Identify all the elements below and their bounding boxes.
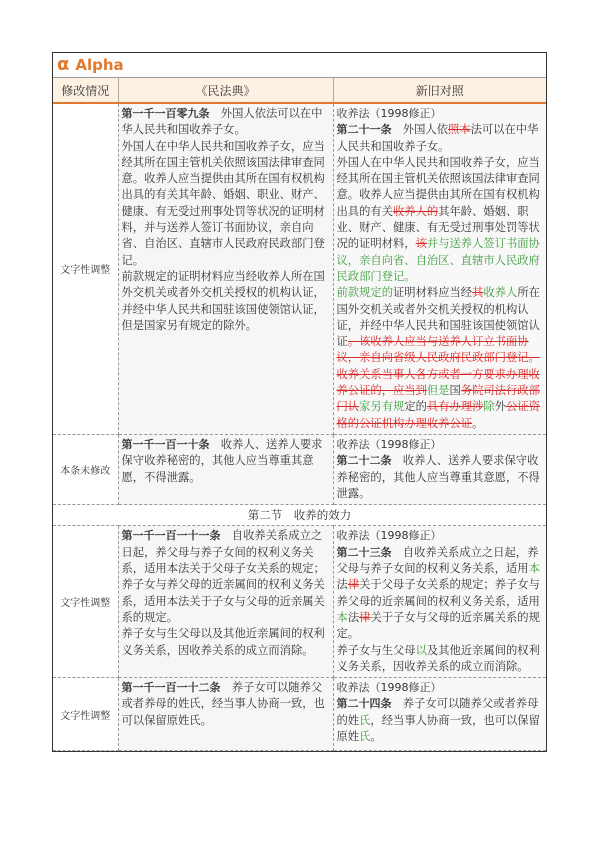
paragraph-text: 养子女可以随养父或者养母的姓氏，经当事人协商一致，也可以保留原姓氏。 (121, 681, 325, 727)
unchanged-text: 养子女可以随养父或者养母的姓 (336, 697, 539, 727)
inserted-text: 本 (336, 610, 348, 624)
unchanged-text: 外 (494, 400, 507, 414)
header-comparison: 新旧对照 (333, 78, 546, 103)
inserted-text: 除 (483, 400, 495, 414)
table-row (53, 434, 546, 504)
civil-code-cell (118, 434, 333, 504)
section-row (53, 505, 546, 526)
paragraph-text: 外国人在中华人民共和国收养子女，应当经其所在国主管机关依照该国法律审查同意。收养人应当提供由其所在国有权机构出具的有关其年龄、婚姻、职业、财产、健康、有无受过刑事处罚等状况的证明材料，并与送养人签订书面协议，亲自向省、自治区、直辖市人民政府民政部门登记。 (121, 139, 325, 267)
paragraph-text: 前款规定的证明材料应当经收养人所在国外交机关或者外交机关授权的机构认证，并经中华人民共和国驻该国使领馆认证，但是国家另有规定的除外。 (121, 269, 325, 332)
article-number: 第一千一百一十一条 (121, 529, 221, 543)
inserted-text: 以 (415, 643, 427, 657)
law-title: 收养法（1998修正） (336, 681, 442, 695)
civil-code-paragraph (122, 528, 330, 626)
article-number: 第一千一百一十二条 (121, 681, 221, 695)
article-number: 第二十一条 (336, 123, 392, 137)
comparison-table (53, 78, 546, 751)
section-title: 第二节 收养的效力 (53, 505, 546, 526)
change-status: 文字性调整 (53, 678, 118, 751)
inserted-text: 本 (528, 562, 540, 576)
article-number: 第一千一百一十条 (121, 437, 210, 451)
paragraph-text: 外国人依法可以在中华人民共和国收养子女。 (121, 107, 323, 137)
old-law-paragraph (337, 155, 544, 285)
old-law-paragraph (337, 545, 544, 643)
old-law-paragraph (337, 122, 544, 155)
old-law-paragraph (337, 696, 544, 745)
deleted-text: 照本 (448, 123, 471, 137)
civil-code-paragraph (122, 680, 330, 729)
alpha-logo-icon: α (57, 54, 70, 75)
paragraph-text: 收养人、送养人要求保守收养秘密的，其他人应当尊重其意愿，不得泄露。 (121, 437, 323, 484)
unchanged-text: 法 (336, 578, 348, 592)
table-row (53, 526, 546, 678)
old-law-paragraph (337, 643, 544, 676)
unchanged-text: 关于父母子女关系的规定；养子女与养父母的近亲属间的权利义务关系，适用 (336, 578, 540, 608)
inserted-text: 家另有规 (359, 400, 405, 414)
unchanged-text: 。 (370, 729, 382, 743)
civil-code-paragraph (122, 269, 330, 334)
deleted-text: 律 (347, 578, 360, 592)
unchanged-text: 国 (449, 384, 461, 398)
old-law-comparison-cell (333, 103, 546, 434)
unchanged-text: 自收养关系成立之日起，养父母与养子女间的权利义务关系，适用 (336, 545, 539, 576)
article-number: 第一千一百零九条 (121, 107, 210, 120)
unchanged-text: 外国人依 (391, 123, 448, 137)
civil-code-cell (118, 526, 333, 678)
law-title: 收养法（1998修正） (336, 107, 442, 120)
unchanged-text: 法可以在中华人民共和国收养子女。 (336, 123, 539, 153)
unchanged-text: 及其他近亲属间的权利义务关系，因收养关系的成立而消除。 (336, 643, 540, 673)
law-title: 收养法（1998修正） (336, 529, 442, 543)
old-law-comparison-cell (333, 678, 546, 751)
change-status: 文字性调整 (53, 526, 118, 678)
civil-code-paragraph (122, 626, 330, 659)
civil-code-cell (118, 678, 333, 751)
civil-code-cell (118, 103, 333, 434)
inserted-text: 并与送养人签订书面协议，亲自向省、自治区、直辖市人民政府民政部门登记。 (336, 237, 540, 283)
logo-text: Alpha (75, 56, 124, 74)
table-header-row (53, 78, 546, 103)
deleted-text: 其 (472, 286, 484, 300)
old-law-paragraph (337, 285, 544, 432)
civil-code-paragraph (122, 106, 330, 139)
civil-code-paragraph (122, 437, 330, 486)
unchanged-text: ，经当事人协商一致，也可以保留原姓 (336, 713, 540, 743)
deleted-text: 务院司法行政部门认 (336, 384, 540, 414)
deleted-text: 。该收养人应当与送养人订立书面协议，亲自向省级人民政府民政部门登记。收养关系当事人各方或者一方要求办理收养公证的，应当到 (336, 335, 540, 398)
article-number: 第二十三条 (336, 545, 392, 559)
unchanged-text: 定的 (404, 400, 427, 414)
inserted-text: 收养人 (483, 286, 518, 300)
deleted-text: 该 (415, 237, 427, 251)
header-civil-code: 《民法典》 (118, 78, 333, 103)
unchanged-text: 收养人、送养人要求保守收养秘密的，其他人应当尊重其意愿，不得泄露。 (336, 454, 540, 500)
unchanged-text: 证明材料应当经 (393, 286, 473, 300)
old-law-comparison-cell (333, 526, 546, 678)
law-title: 收养法（1998修正） (336, 437, 442, 451)
old-law-comparison-cell (333, 434, 546, 504)
deleted-text: 律 (359, 610, 371, 624)
inserted-text: 但是 (426, 384, 450, 398)
unchanged-text: 法 (347, 610, 360, 624)
unchanged-text: 养子女与生父母 (336, 643, 416, 657)
article-number: 第二十二条 (336, 454, 392, 468)
unchanged-text: 其年龄、婚姻、职业、财产、健康、有无受过刑事处罚等状况的证明材料， (336, 204, 540, 251)
unchanged-text: 所在国外交机关或者外交机关授权的机构认证，并经中华人民共和国驻该国使领馆认证 (336, 286, 540, 349)
civil-code-paragraph (122, 139, 330, 269)
logo-bar (53, 53, 546, 78)
table-row (53, 678, 546, 751)
change-status: 文字性调整 (53, 103, 118, 434)
old-law-paragraph (337, 453, 544, 502)
inserted-text: 前款规定的 (336, 286, 393, 300)
table-row (53, 103, 546, 434)
article-number: 第二十四条 (336, 697, 392, 711)
paragraph-text: 养子女与生父母以及其他近亲属间的权利义务关系，因收养关系的成立而消除。 (121, 627, 325, 657)
header-status: 修改情况 (53, 78, 118, 103)
paragraph-text: 自收养关系成立之日起，养父母与养子女间的权利义务关系，适用本法关于父母子女关系的规定；养子女与养父母的近亲属间的权利义务关系，适用本法关于子女与父母的近亲属关系的规定。 (121, 529, 325, 624)
unchanged-text: 外国人在中华人民共和国收养子女，应当经其所在国主管机关依照该国法律审查同意。收养人应当提供由其所在国有权机构出具的有关 (336, 155, 540, 218)
deleted-text: 收养人的 (393, 204, 439, 218)
inserted-text: 氏 (359, 729, 371, 743)
unchanged-text: 。 (472, 416, 484, 430)
comparison-document (52, 52, 547, 752)
change-status: 本条未修改 (53, 434, 118, 504)
deleted-text: 具有办理涉 (426, 400, 484, 414)
unchanged-text: 关于子女与父母的近亲属关系的规定。 (336, 610, 540, 641)
inserted-text: 氏 (359, 713, 371, 727)
deleted-text: 公证资格的公证机构办理收养公证 (336, 400, 540, 430)
